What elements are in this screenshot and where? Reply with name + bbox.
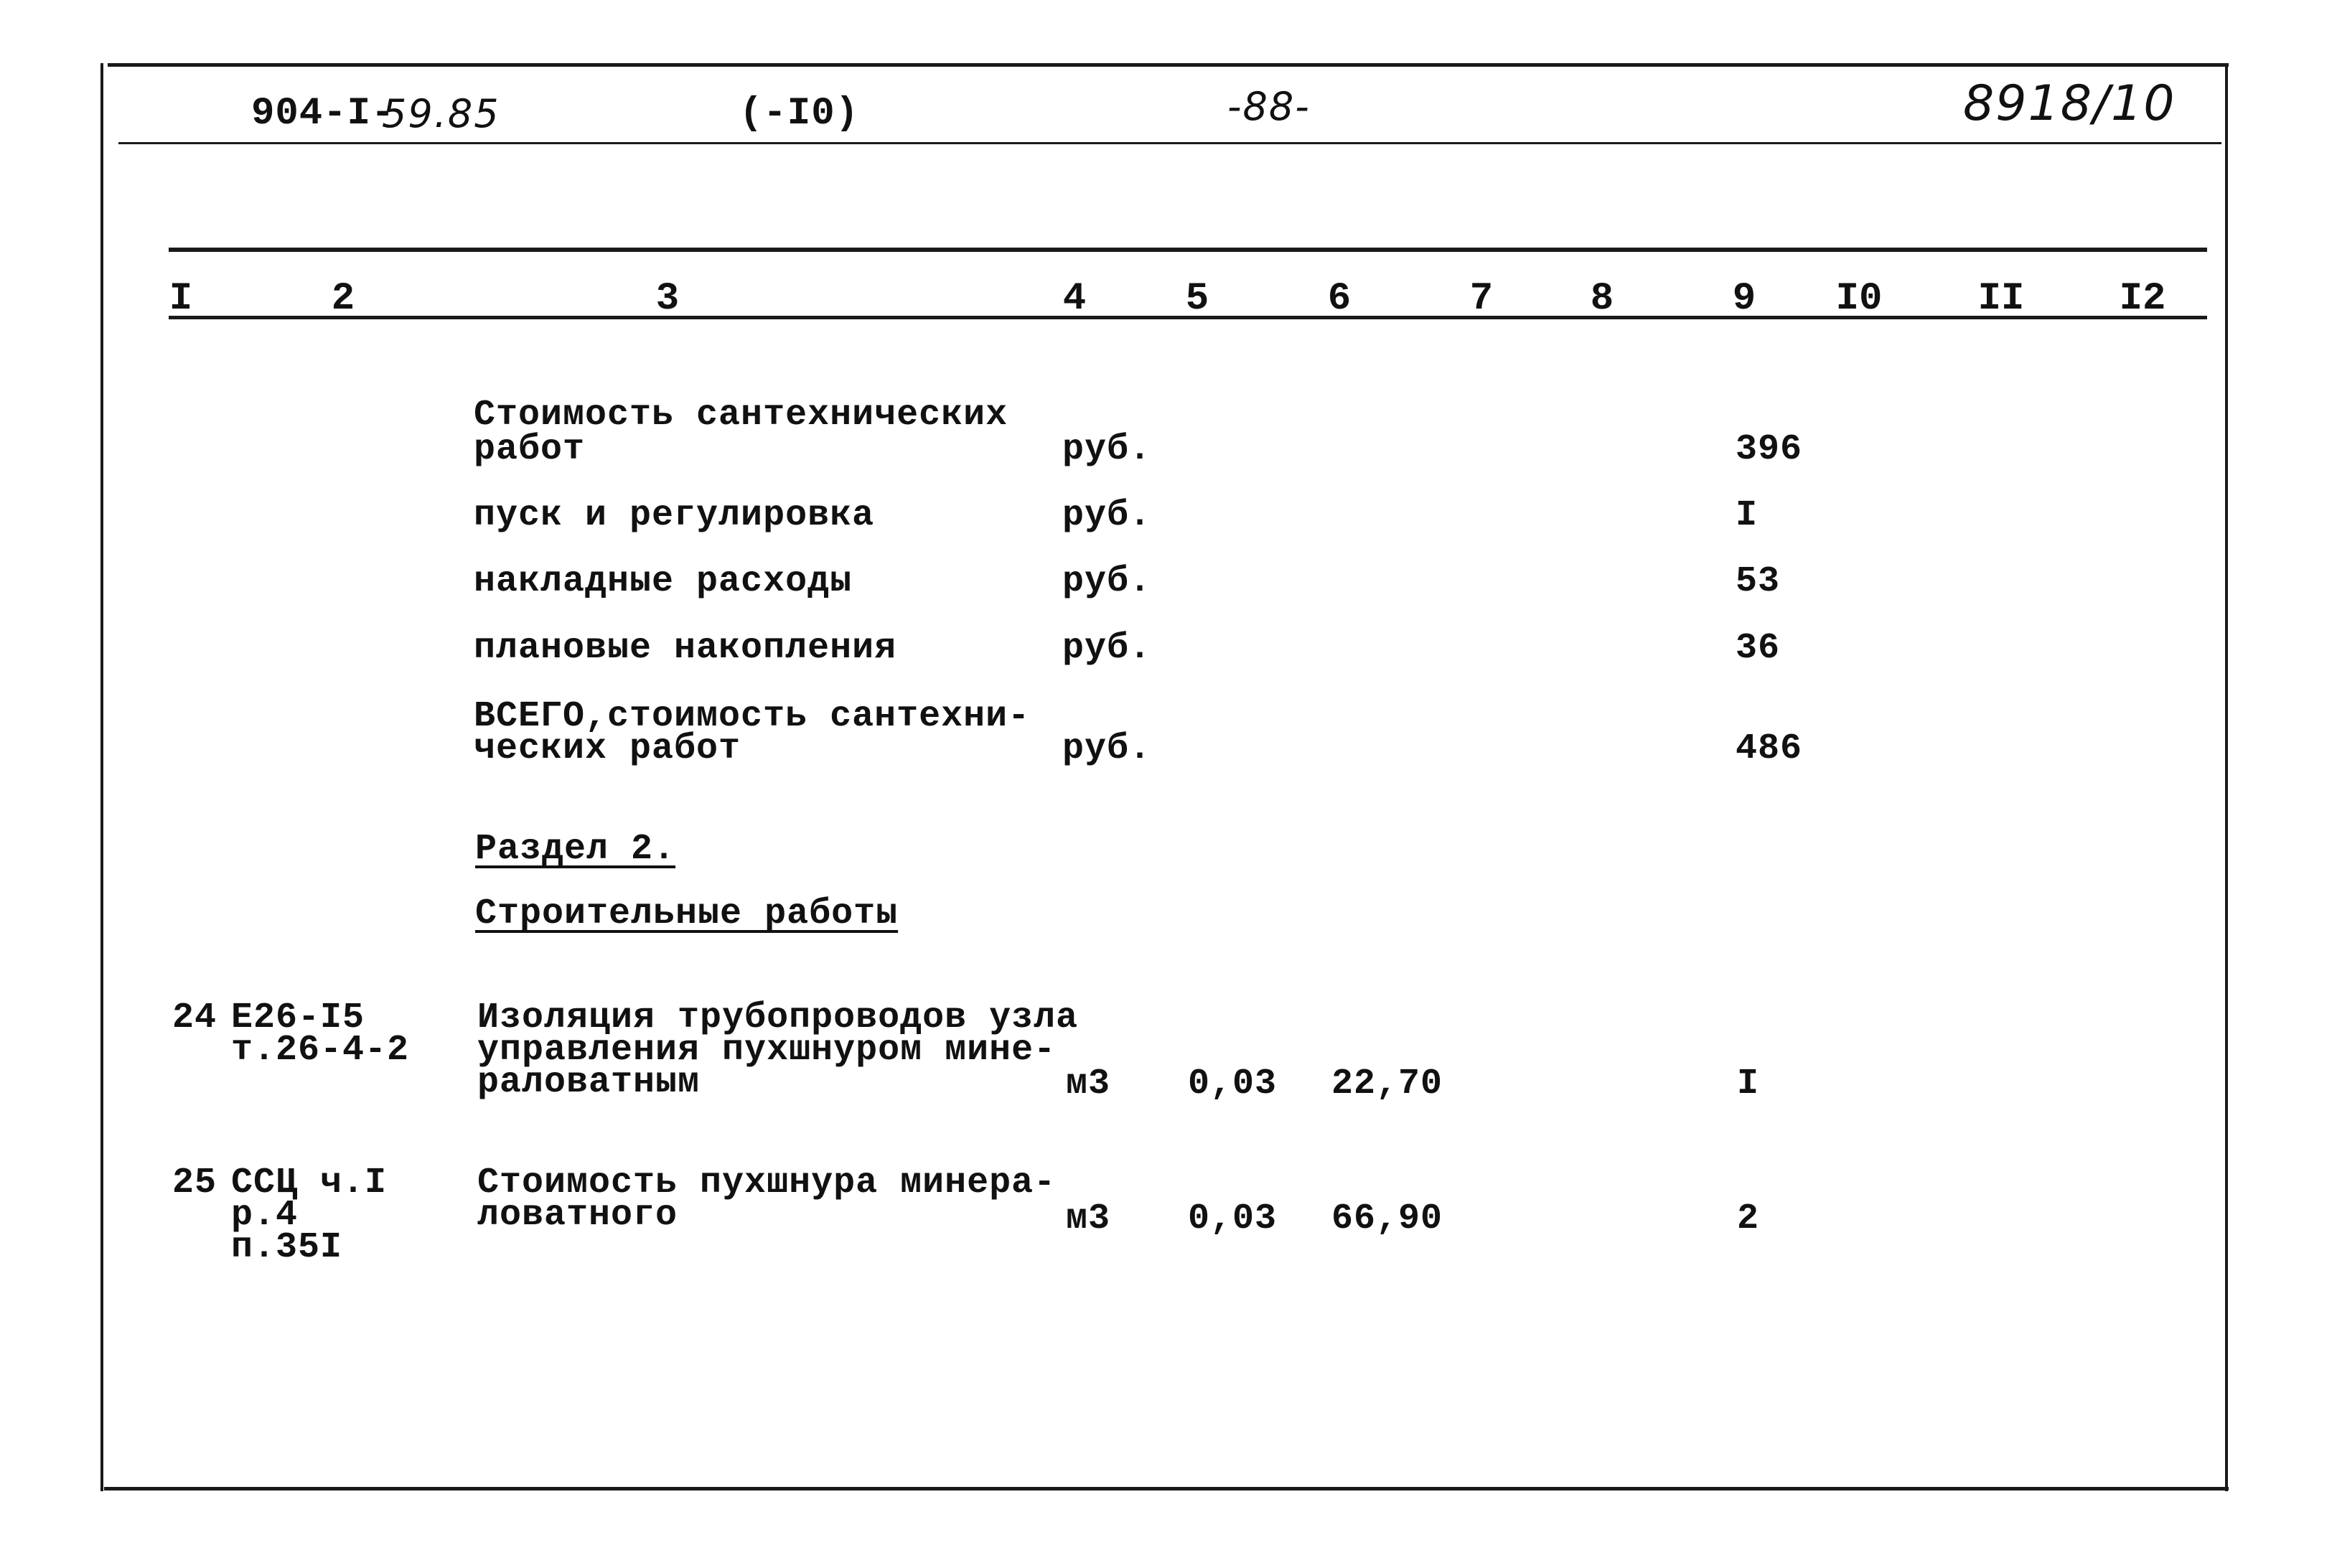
summary-name-line: ческих работ (474, 728, 741, 769)
item-total: I (1737, 1064, 1760, 1104)
item-unit-price: 22,70 (1331, 1064, 1443, 1104)
col-header-5: 5 (1185, 277, 1209, 321)
archive-number: 8918/10 (1963, 75, 2176, 132)
item-unit-price: 66,90 (1331, 1198, 1443, 1239)
summary-value: I (1736, 495, 1759, 536)
frame-bottom-line (104, 1487, 2229, 1490)
col-header-9: 9 (1732, 277, 1756, 321)
summary-value: 396 (1736, 429, 1803, 470)
col-header-10: I0 (1835, 277, 1883, 321)
col-header-2: 2 (331, 277, 355, 321)
summary-name-line: пуск и регулировка (474, 495, 875, 536)
item-code-line: п.35I (231, 1227, 343, 1268)
summary-name-line: работ (474, 429, 586, 470)
item-unit: м3 (1066, 1198, 1111, 1239)
summary-value: 36 (1736, 628, 1781, 669)
summary-value: 53 (1736, 561, 1781, 602)
item-name-line: Стоимость пухшнура минера- (477, 1163, 1057, 1203)
summary-value: 486 (1736, 728, 1803, 769)
item-name-line: управления пухшнуром мине- (477, 1030, 1057, 1071)
summary-unit: руб. (1062, 495, 1152, 536)
summary-unit: руб. (1062, 628, 1152, 669)
summary-name-line: ВСЕГО,стоимость сантехни- (474, 696, 1031, 737)
col-header-8: 8 (1590, 277, 1614, 321)
section-subtitle: Строительные работы (475, 893, 899, 934)
col-header-12: I2 (2119, 277, 2166, 321)
item-number: 25 (172, 1163, 217, 1203)
doc-code-prefix: 904-I- (251, 92, 395, 136)
col-header-11: II (1977, 277, 2025, 321)
item-name-line: ловатного (477, 1195, 678, 1236)
page-number: -88- (1227, 84, 1311, 129)
col-header-1: I (169, 277, 193, 321)
item-name-line: раловатным (477, 1062, 701, 1103)
summary-name-line: накладные расходы (474, 561, 853, 602)
summary-unit: руб. (1062, 429, 1152, 470)
item-quantity: 0,03 (1188, 1198, 1278, 1239)
summary-unit: руб. (1062, 728, 1152, 769)
item-quantity: 0,03 (1188, 1064, 1278, 1104)
frame-left-line (100, 63, 103, 1491)
item-code-line: р.4 (231, 1195, 299, 1236)
summary-name-line: Стоимость сантехнических (474, 395, 1008, 436)
summary-name-line: плановые накопления (474, 628, 897, 669)
item-total: 2 (1737, 1198, 1760, 1239)
item-number: 24 (172, 997, 217, 1038)
item-unit: м3 (1066, 1064, 1111, 1104)
col-header-6: 6 (1327, 277, 1352, 321)
item-code-line: Е26-I5 (231, 997, 365, 1038)
frame-right-line (2225, 63, 2228, 1491)
sheet-reference: (-I0) (739, 92, 860, 136)
section-title: Раздел 2. (475, 829, 676, 870)
header-underline (118, 142, 2221, 144)
table-top-rule (169, 248, 2207, 252)
doc-code-handwritten: 59.85 (382, 91, 500, 136)
item-code-line: ССЦ ч.I (231, 1163, 388, 1203)
col-header-7: 7 (1469, 277, 1494, 321)
summary-unit: руб. (1062, 561, 1152, 602)
col-header-3: 3 (655, 277, 680, 321)
item-name-line: Изоляция трубопроводов узла (477, 997, 1079, 1038)
frame-top-line (108, 63, 2229, 67)
item-code-line: т.26-4-2 (231, 1030, 410, 1071)
col-header-4: 4 (1062, 277, 1087, 321)
